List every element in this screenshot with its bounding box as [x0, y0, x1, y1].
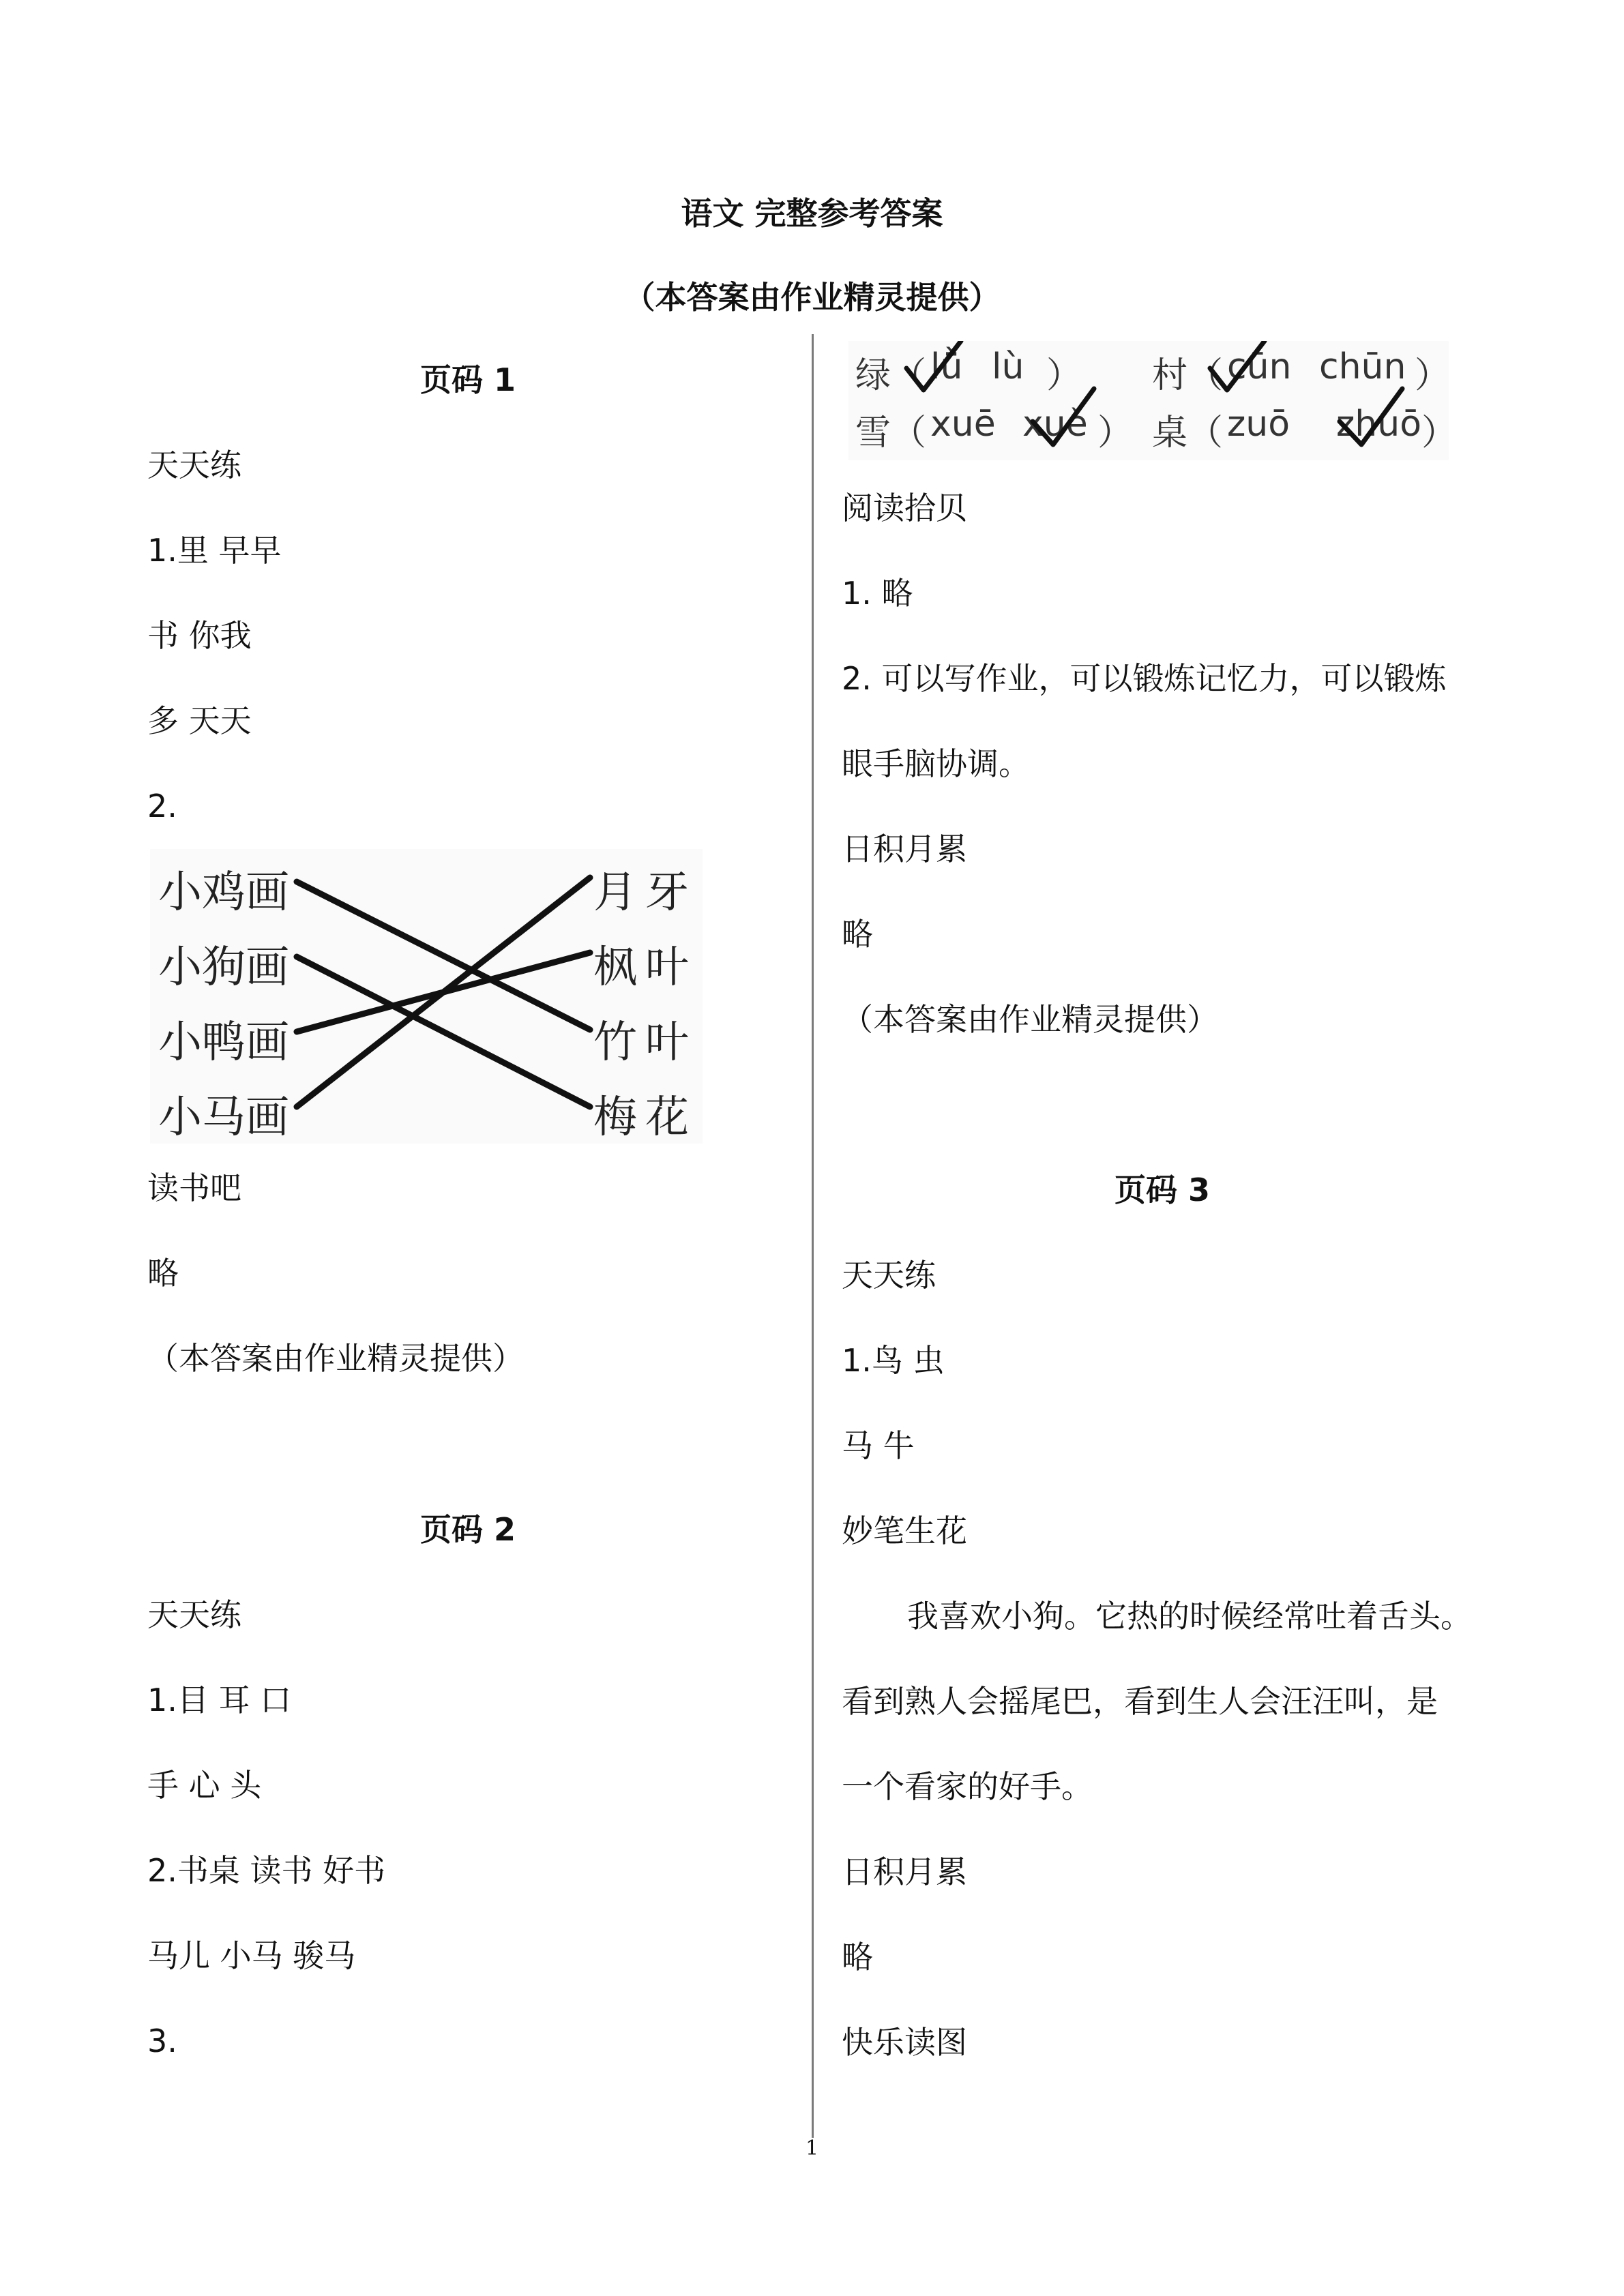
pinyin-char: 村（	[1152, 355, 1224, 396]
text-line: 日积月累	[842, 1853, 967, 1890]
match-left-item: 小鸡画	[158, 867, 289, 918]
section-heading-page1: 页码 1	[420, 361, 516, 398]
text-line: 眼手脑协调。	[842, 745, 1030, 782]
pinyin-bracket: ）	[1097, 413, 1134, 453]
paragraph-line: 看到熟人会摇尾巴，看到生人会汪汪叫，是	[842, 1683, 1438, 1720]
text-line: 天天练	[842, 1257, 936, 1294]
page-number: 1	[805, 2136, 819, 2160]
match-right-item: 竹叶	[593, 1017, 697, 1068]
pinyin-option: lǜ	[930, 346, 963, 387]
pinyin-exercise-image	[848, 341, 1458, 460]
pinyin-bracket: ）	[1415, 355, 1451, 396]
document-subtitle: （本答案由作业精灵提供）	[623, 279, 1001, 316]
text-line: （本答案由作业精灵提供）	[147, 1340, 524, 1377]
text-line: 书 你我	[147, 617, 252, 654]
matching-lines	[150, 849, 703, 1144]
text-line: 2.书桌 读书 好书	[147, 1852, 386, 1889]
pinyin-char: 雪（	[855, 413, 927, 453]
pinyin-option: zhuō	[1336, 404, 1422, 445]
text-line: 1.里 早早	[147, 532, 282, 569]
text-line: 手 心 头	[147, 1767, 262, 1804]
section-heading-page2: 页码 2	[420, 1511, 516, 1548]
match-right-item: 梅花	[593, 1092, 697, 1143]
text-line: 天天练	[147, 447, 241, 483]
match-left-item: 小鸭画	[158, 1017, 289, 1068]
check-mark-icon	[1210, 341, 1265, 390]
text-line: 略	[842, 1939, 873, 1976]
text-line: 1.目 耳 口	[147, 1682, 292, 1718]
pinyin-option: zuō	[1227, 404, 1290, 445]
text-line: 马 牛	[842, 1427, 915, 1464]
pinyin-char: 桌（	[1152, 413, 1224, 453]
text-line: （本答案由作业精灵提供）	[842, 1001, 1218, 1038]
pinyin-option: chūn	[1319, 346, 1406, 387]
text-line: 日积月累	[842, 831, 967, 867]
check-marks	[848, 341, 1449, 460]
text-line: 2.	[147, 788, 177, 824]
pinyin-char: 绿（	[855, 355, 927, 396]
column-divider	[812, 334, 814, 2138]
text-line: 2. 可以写作业，可以锻炼记忆力，可以锻炼	[842, 660, 1447, 697]
check-mark-icon	[906, 341, 961, 390]
text-line: 阅读拾贝	[842, 490, 967, 526]
match-line	[297, 878, 590, 1107]
text-line: 1.鸟 虫	[842, 1342, 945, 1379]
text-line: 3.	[147, 2023, 177, 2059]
check-mark-icon	[1340, 389, 1402, 445]
match-right-item: 枫叶	[593, 942, 697, 993]
pinyin-bracket: ）	[1421, 413, 1458, 453]
text-line: 妙笔生花	[842, 1512, 967, 1549]
section-heading-page3: 页码 3	[1114, 1172, 1211, 1208]
matching-exercise-image	[150, 849, 703, 1144]
document-title: 语文 完整参考答案	[681, 195, 943, 232]
pinyin-option: lù	[992, 346, 1024, 387]
pinyin-option: xuě	[1022, 404, 1088, 445]
pinyin-bracket: ）	[1046, 355, 1082, 396]
pinyin-option: cūn	[1227, 346, 1292, 387]
text-line: 略	[842, 916, 873, 953]
match-right-item: 月牙	[593, 867, 697, 918]
text-line: 略	[147, 1255, 179, 1292]
paragraph-line: 我喜欢小狗。它热的时候经常吐着舌头。	[907, 1598, 1472, 1635]
paragraph-line: 一个看家的好手。	[842, 1768, 1093, 1805]
text-line: 1. 略	[842, 575, 913, 612]
text-line: 多 天天	[147, 702, 252, 739]
text-line: 读书吧	[147, 1169, 241, 1206]
check-mark-icon	[1033, 389, 1094, 445]
match-left-item: 小马画	[158, 1092, 289, 1143]
text-line: 快乐读图	[842, 2024, 967, 2061]
match-line	[297, 957, 590, 1107]
match-left-item: 小狗画	[158, 942, 289, 993]
match-line	[297, 882, 590, 1030]
text-line: 天天练	[147, 1596, 241, 1633]
text-line: 马儿 小马 骏马	[147, 1937, 356, 1974]
pinyin-option: xuē	[930, 404, 996, 445]
